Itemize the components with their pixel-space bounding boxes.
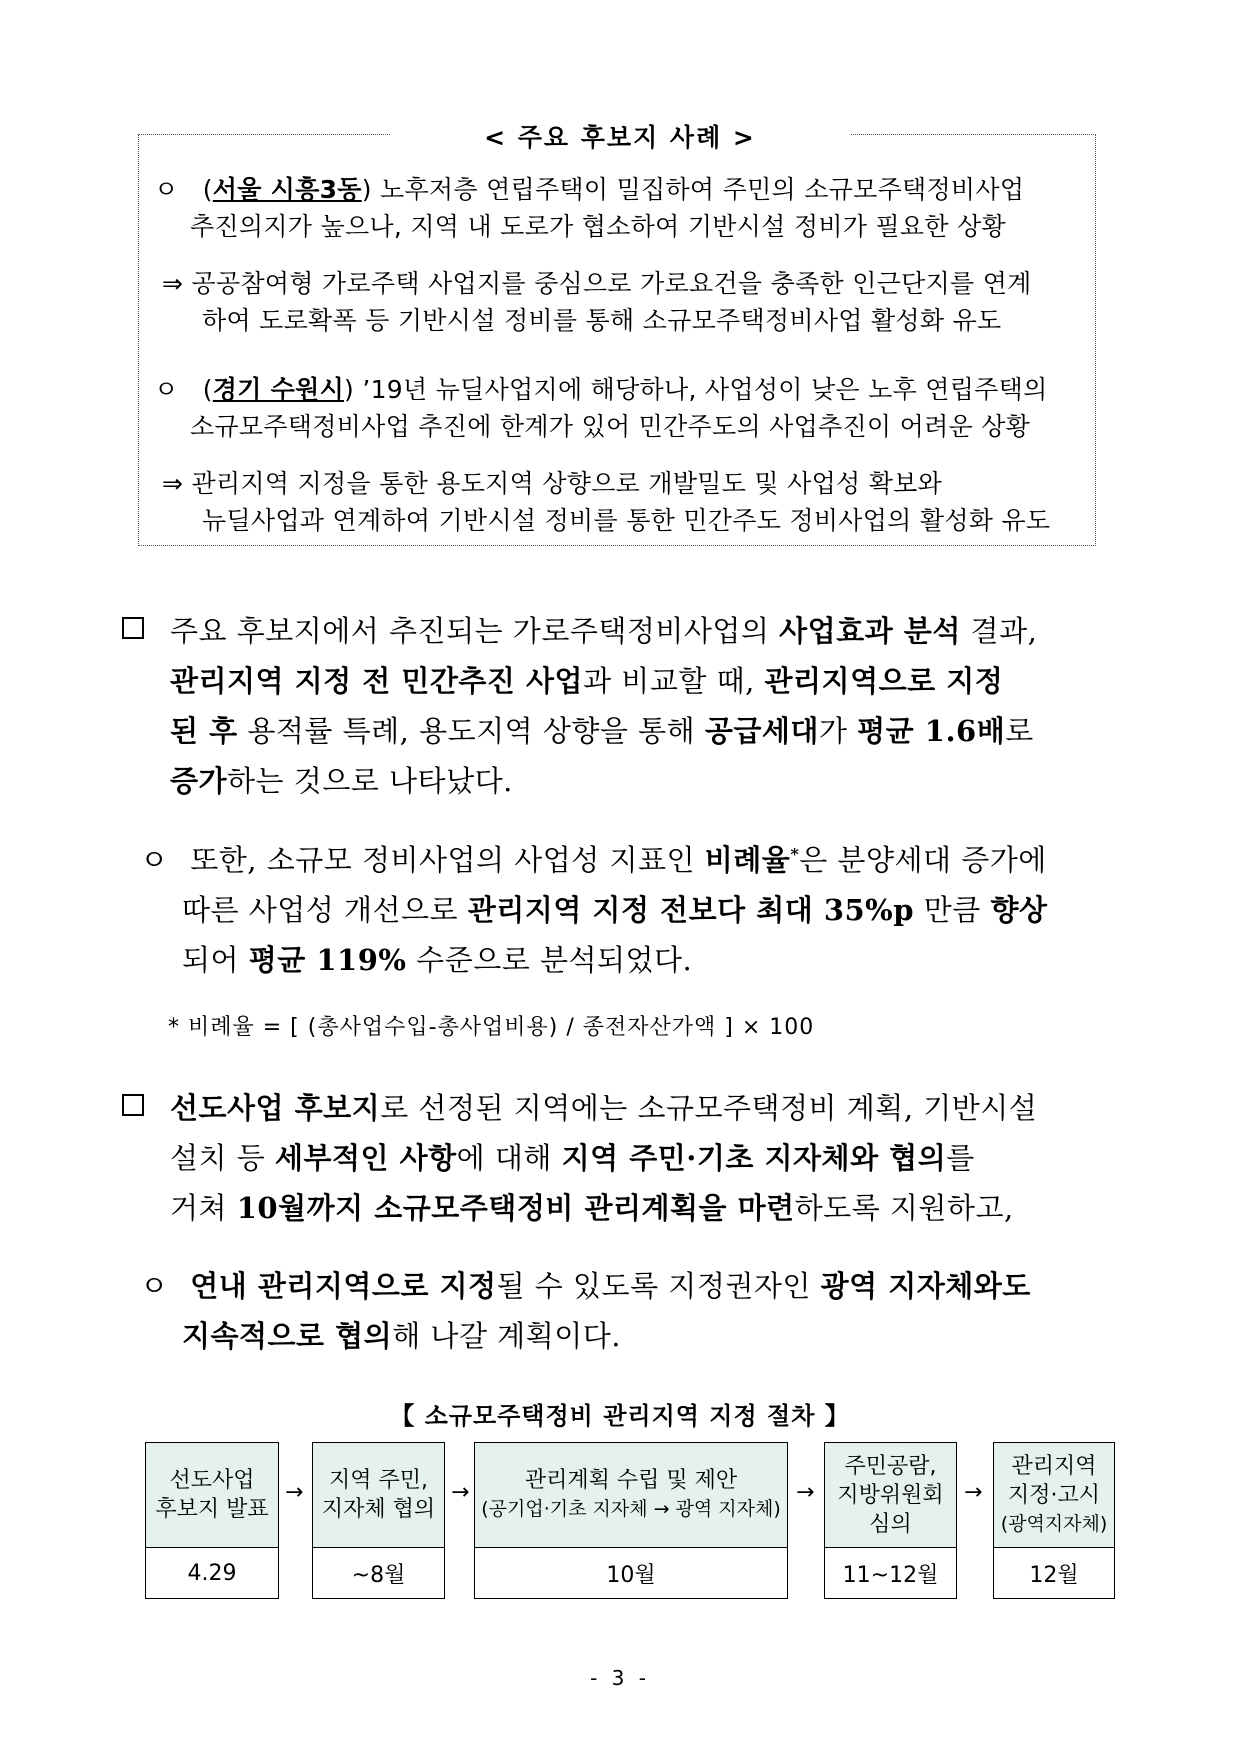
case2-arrow-line1: ⇒ 관리지역 지정을 통한 용도지역 상향으로 개발밀도 및 사업성 확보와: [162, 469, 943, 498]
text: 따른 사업성 개선으로: [182, 893, 468, 927]
text: 용적률 특례, 용도지역 상향을 통해: [237, 714, 705, 748]
case1-arrow-line2: 하여 도로확폭 등 기반시설 정비를 통해 소규모주택정비사업 활성화 유도: [202, 306, 1002, 335]
flow-step-head: [313, 1443, 444, 1548]
case2-line1: [154, 370, 1048, 406]
case1-close-paren: ): [361, 175, 372, 204]
text: 주요 후보지에서 추진되는 가로주택정비사업의: [170, 614, 780, 648]
page-number: - 3 -: [590, 1666, 650, 1690]
bullet: ㅇ: [154, 175, 179, 204]
emphasis: 비례율: [704, 843, 791, 877]
case1-open-paren: (: [202, 175, 213, 204]
step-label: 지정·고시: [1007, 1482, 1100, 1508]
step-label: 관리지역: [1011, 1453, 1097, 1479]
text: 해 나갈 계획이다.: [392, 1319, 621, 1353]
emphasis: 평균 1.6배: [857, 714, 1006, 748]
case1-line2: 추진의지가 높으나, 지역 내 도로가 협소하여 기반시설 정비가 필요한 상황: [190, 212, 1006, 241]
para2-sub-line1: [140, 1264, 1031, 1305]
text: 하도록 지원하고,: [794, 1191, 1014, 1225]
case2-place: 경기 수원시: [212, 375, 345, 404]
flow-step-plan: [474, 1442, 788, 1599]
emphasis: 관리지역 지정 전 민간추진 사업: [170, 664, 584, 698]
right-arrow-icon: →: [451, 1480, 470, 1505]
text: 되어: [182, 943, 249, 977]
flow-step-head: [825, 1443, 956, 1548]
emphasis: 연내 관리지역으로 지정: [190, 1269, 497, 1303]
footnote: * 비례율 = [ (총사업수입-총사업비용) / 종전자산가액 ] × 100: [168, 1015, 815, 1040]
para1-line2: [170, 659, 1003, 700]
text: 만큼: [914, 893, 991, 927]
bullet: ㅇ: [140, 843, 169, 877]
step-label: (광역지자체): [1000, 1512, 1108, 1535]
emphasis: 선도사업 후보지: [170, 1091, 381, 1125]
flow-step-head: [994, 1443, 1114, 1548]
step-label: 후보지 발표: [155, 1497, 269, 1522]
step-label: 관리계획 수립 및 제안: [524, 1468, 738, 1493]
footnote-marker: *: [790, 844, 800, 864]
para1-line3: [170, 709, 1034, 750]
para1-sub-line1: [140, 838, 1047, 879]
text: 를: [946, 1141, 975, 1175]
para1-line1: [170, 609, 1037, 650]
step-label: 지자체 협의: [321, 1497, 436, 1522]
case2-arrow-line2: 뉴딜사업과 연계하여 기반시설 정비를 통한 민간주도 정비사업의 활성화 유도: [202, 506, 1051, 535]
para1-sub-line3: [182, 938, 692, 979]
text: 로 선정된 지역에는 소규모주택정비 계획, 기반시설: [380, 1091, 1038, 1125]
right-arrow-icon: →: [285, 1480, 304, 1505]
emphasis: 지속적으로 협의: [182, 1319, 393, 1353]
flow-step-head: [475, 1443, 787, 1548]
text: 설치 등: [170, 1141, 275, 1175]
bullet: ㅇ: [140, 1269, 169, 1303]
text: 결과,: [960, 614, 1038, 648]
emphasis: 공급세대: [704, 714, 819, 748]
emphasis: 된 후: [170, 714, 238, 748]
case1-line1: [154, 170, 1024, 206]
para2-line1: [170, 1086, 1037, 1127]
text: 수준으로 분석되었다.: [406, 943, 693, 977]
text: 은 분양세대 증가에: [799, 843, 1047, 877]
case-box-title: < 주요 후보지 사례 >: [390, 118, 850, 154]
case2-close-paren: ): [344, 375, 355, 404]
emphasis: 지역 주민·기초 지자체와 협의: [561, 1141, 947, 1175]
step-label: 지역 주민,: [329, 1468, 428, 1493]
flow-step-head: [146, 1443, 278, 1548]
para1-line4: [170, 759, 513, 800]
text: 과 비교할 때,: [583, 664, 765, 698]
step-label: 선도사업: [169, 1468, 255, 1493]
flow-step-review: [824, 1442, 957, 1599]
emphasis: 관리지역 지정 전보다 최대 35%p: [467, 893, 915, 927]
bullet: ㅇ: [154, 375, 179, 404]
para1-sub-line2: [182, 888, 1048, 929]
step-date: 12월: [1029, 1562, 1079, 1588]
emphasis: 향상: [990, 893, 1048, 927]
text: 가: [818, 714, 858, 748]
flow-step-designate: [993, 1442, 1115, 1599]
case1-line1-text: 노후저층 연립주택이 밀집하여 주민의 소규모주택정비사업: [371, 175, 1025, 204]
emphasis: 관리지역으로 지정: [764, 664, 1004, 698]
para2-sub-line2: [182, 1314, 621, 1355]
step-date: 4.29: [187, 1560, 237, 1586]
emphasis: 증가: [170, 764, 228, 798]
step-date: ~8월: [351, 1562, 406, 1588]
emphasis: 사업효과 분석: [779, 614, 961, 648]
text: 거쳐: [170, 1191, 237, 1225]
right-arrow-icon: →: [796, 1480, 815, 1505]
case2-line1-text: ’19년 뉴딜사업지에 해당하나, 사업성이 낮은 노후 연립주택의: [354, 375, 1048, 404]
step-label: (공기업·기초 지자체 → 광역 지자체): [481, 1498, 781, 1520]
emphasis: 평균 119%: [248, 943, 407, 977]
case2-line2: 소규모주택정비사업 추진에 한계가 있어 민간주도의 사업추진이 어려운 상황: [190, 412, 1031, 441]
flow-step-announce: [145, 1442, 279, 1599]
case1-arrow-line1: ⇒ 공공참여형 가로주택 사업지를 중심으로 가로요건을 충족한 인근단지를 연계: [162, 269, 1032, 298]
para2-line3: [170, 1186, 1014, 1227]
flow-title: 【 소규모주택정비 관리지역 지정 절차 】: [390, 1402, 850, 1430]
text: 될 수 있도록 지정권자인: [496, 1269, 821, 1303]
checkbox-square-icon: [122, 617, 144, 639]
emphasis: 광역 지자체와도: [820, 1269, 1031, 1303]
step-date: 10월: [606, 1562, 656, 1588]
emphasis: 세부적인 사항: [274, 1141, 457, 1175]
case1-place: 서울 시흥3동: [212, 175, 362, 204]
text: 로: [1005, 714, 1034, 748]
checkbox-square-icon: [122, 1094, 144, 1116]
text: 하는 것으로 나타났다.: [227, 764, 513, 798]
text: 에 대해: [456, 1141, 562, 1175]
right-arrow-icon: →: [964, 1480, 983, 1505]
para2-line2: [170, 1136, 975, 1177]
step-date: 11~12월: [842, 1562, 939, 1588]
case2-open-paren: (: [202, 375, 213, 404]
step-label: 주민공람,: [844, 1453, 937, 1479]
emphasis: 10월까지 소규모주택정비 관리계획을 마련: [236, 1191, 795, 1225]
flow-step-consult: [312, 1442, 445, 1599]
step-label: 심의: [869, 1511, 912, 1537]
step-label: 지방위원회: [837, 1482, 944, 1508]
text: 또한, 소규모 정비사업의 사업성 지표인: [190, 843, 705, 877]
